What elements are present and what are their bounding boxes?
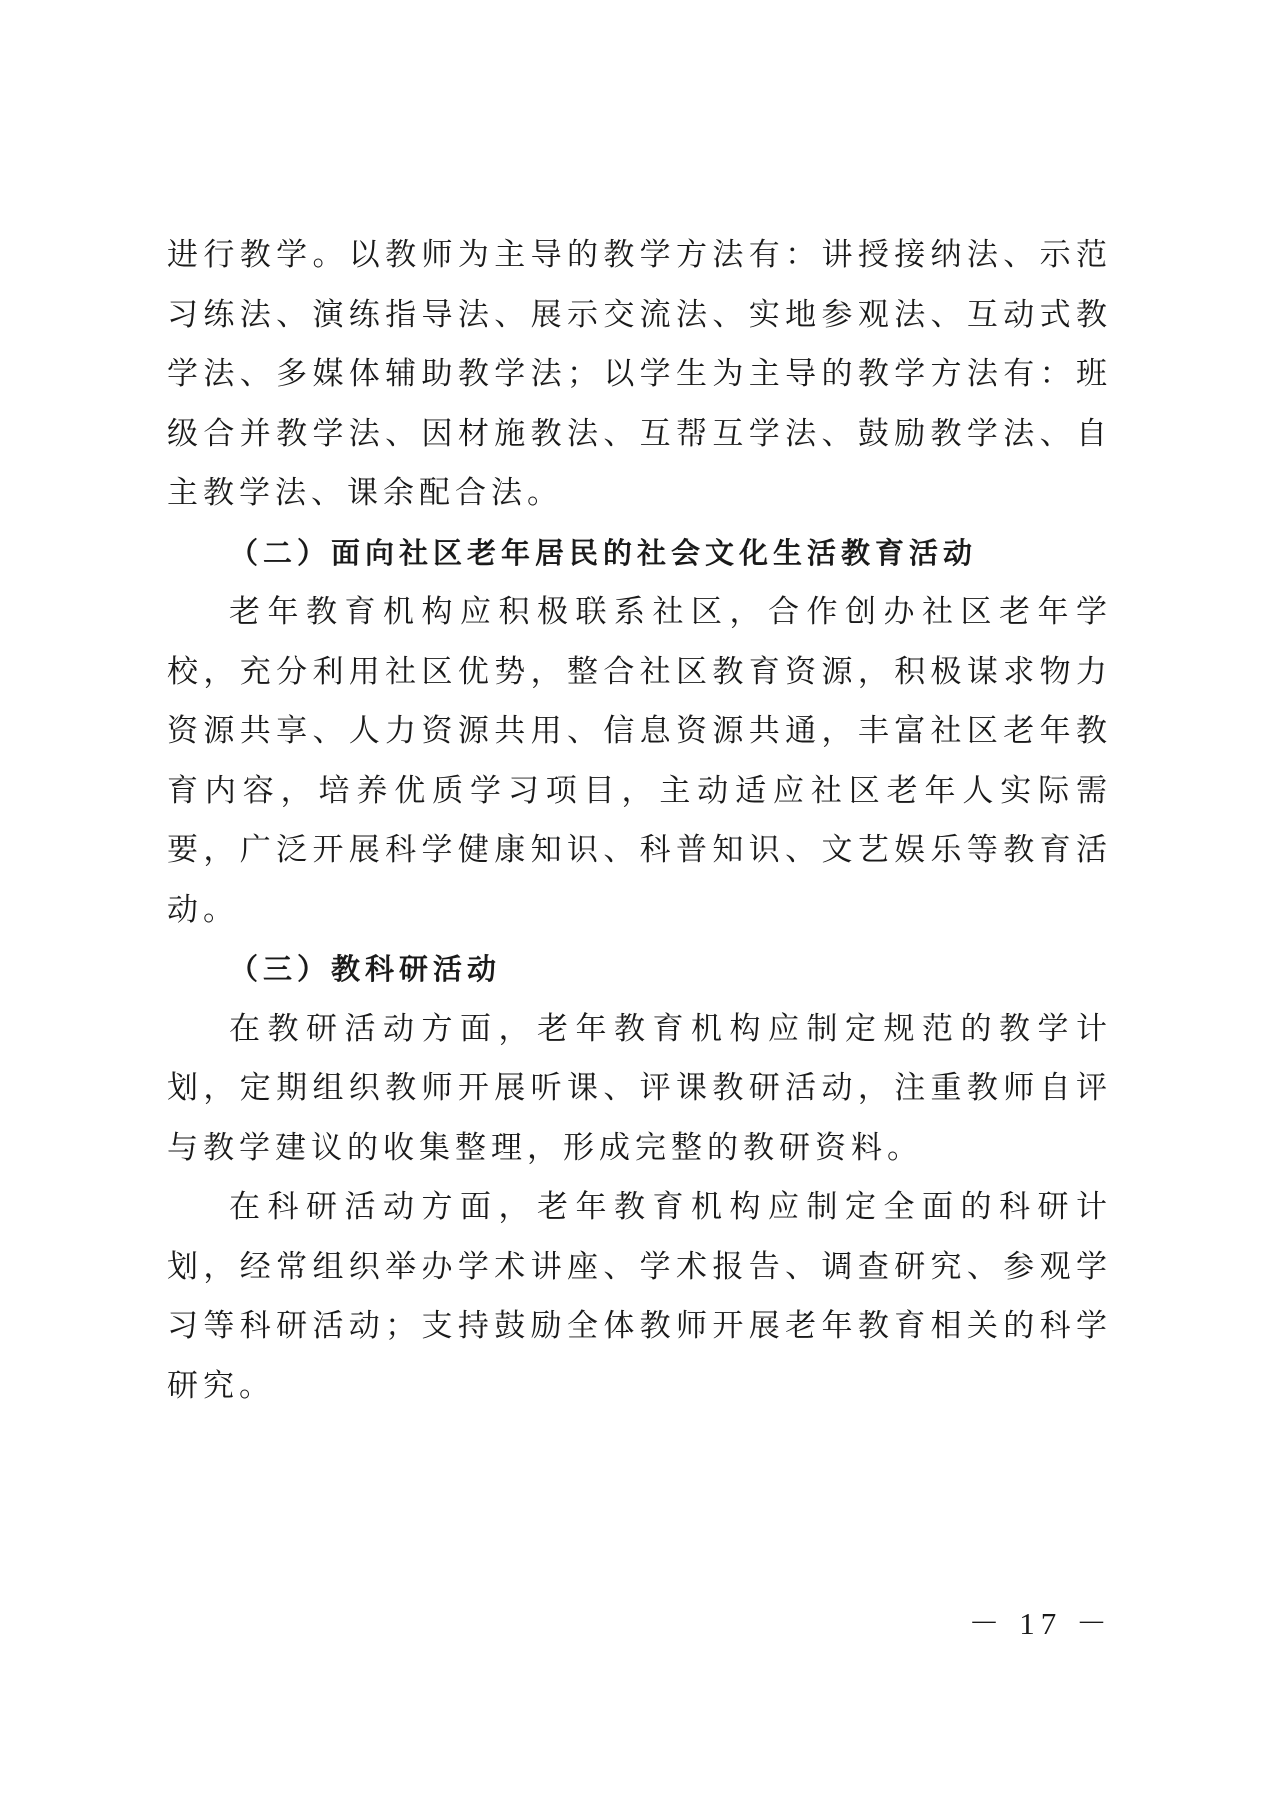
section-heading-community-activities: （二）面向社区老年居民的社会文化生活教育活动 bbox=[229, 535, 978, 570]
paragraph-community-education: 老年教育机构应积极联系社区，合作创办社区老年学校，充分利用社区优势，整合社区教育资源，积极谋求物力资源共享、人力资源共用、信息资源共通，丰富社区老年教育内容，培养优质学习项目，主动适应社区老年人实际需要，广泛开展科学健康知识、科普知识、文艺娱乐等教育活动。 bbox=[167, 594, 1112, 928]
paragraph-teaching-research: 在教研活动方面，老年教育机构应制定规范的教学计划，定期组织教师开展听课、评课教研活动，注重教师自评与教学建议的收集整理，形成完整的教研资料。 bbox=[167, 1010, 1112, 1166]
section-heading-teaching-research: （三）教科研活动 bbox=[229, 952, 502, 986]
page-number: － 17 － bbox=[968, 1606, 1113, 1641]
document-body bbox=[167, 226, 1112, 1416]
paragraph-teaching-methods: 进行教学。以教师为主导的教学方法有：讲授接纳法、示范习练法、演练指导法、展示交流法、实地参观法、互动式教学法、多媒体辅助教学法；以学生为主导的教学方法有：班级合并教学法、因材施教法、互帮互学法、鼓励教学法、自主教学法、课余配合法。 bbox=[167, 237, 1112, 511]
paragraph-scientific-research: 在科研活动方面，老年教育机构应制定全面的科研计划，经常组织举办学术讲座、学术报告、调查研究、参观学习等科研活动；支持鼓励全体教师开展老年教育相关的科学研究。 bbox=[167, 1189, 1112, 1404]
